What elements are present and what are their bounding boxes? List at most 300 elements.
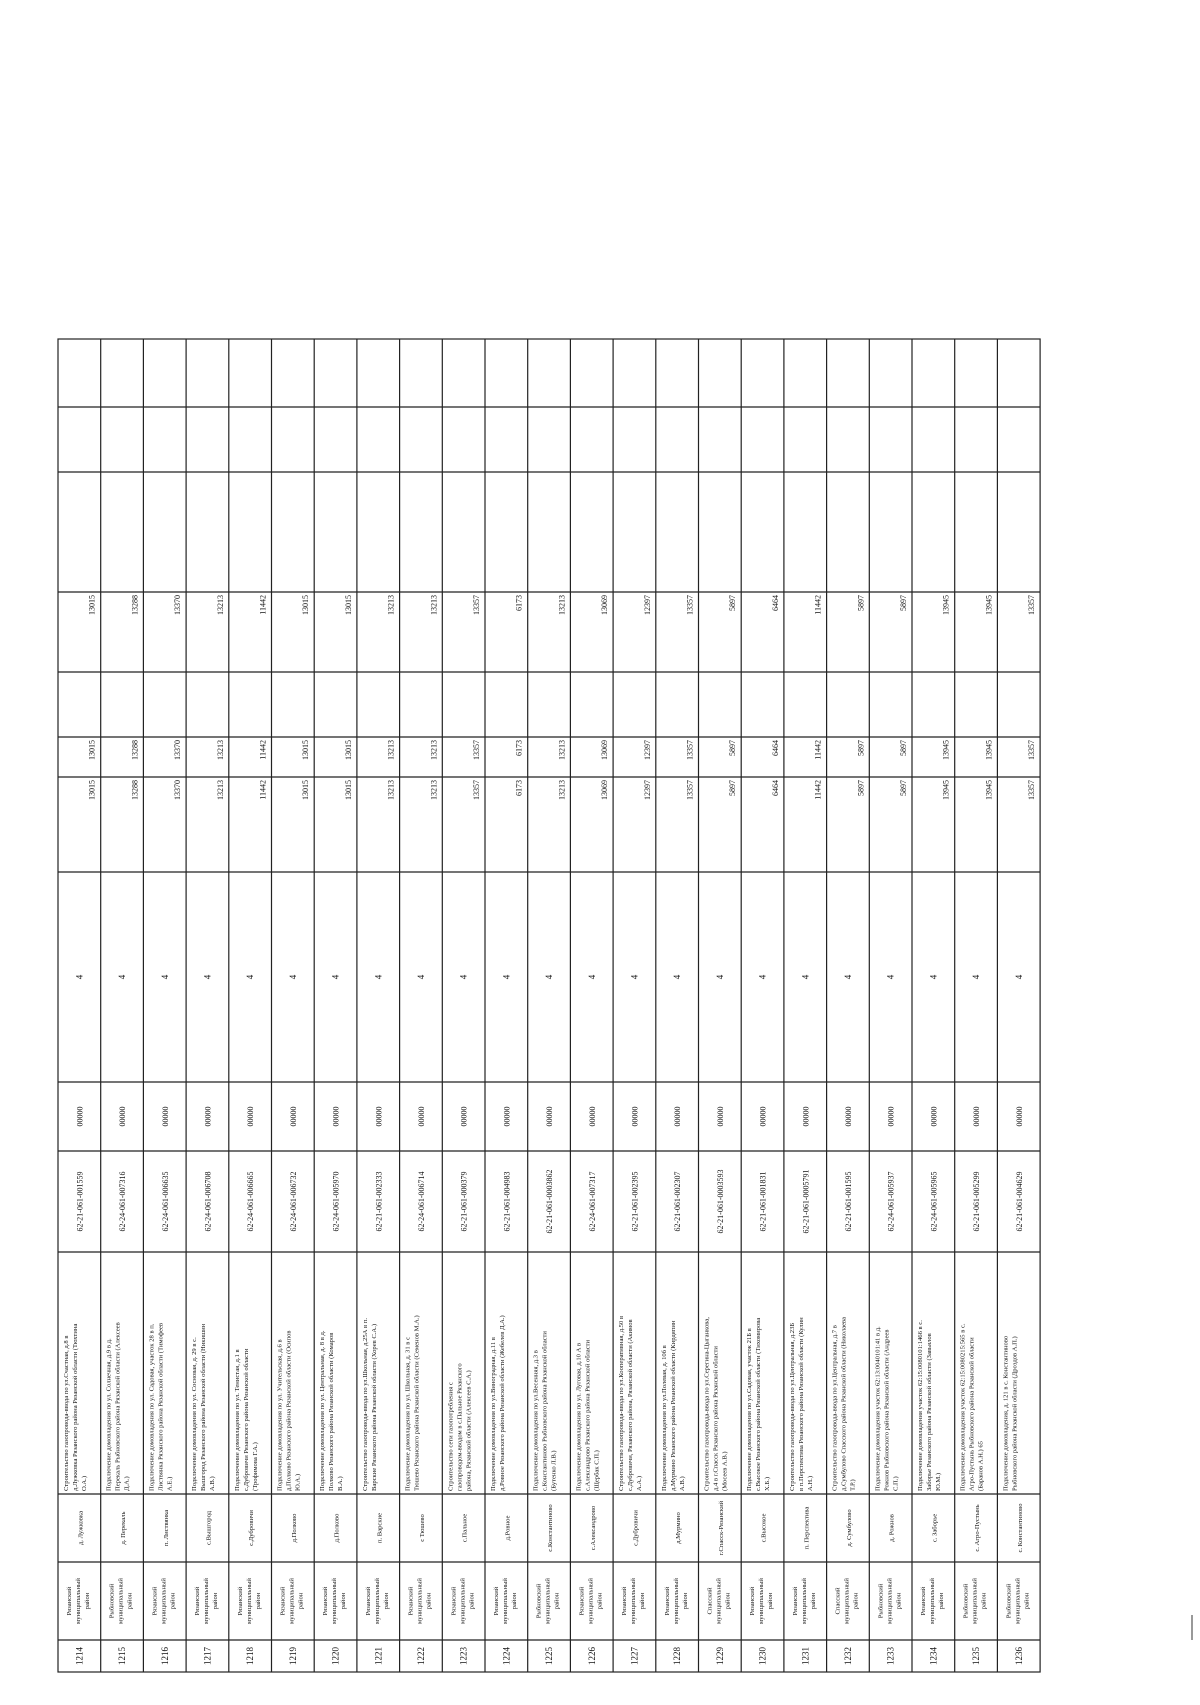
cadastre-number-cell: 62-21-061-001831 <box>758 1171 768 1232</box>
value-2-cell: 13213 <box>557 740 567 760</box>
row-number: 1226 <box>586 1647 597 1665</box>
quantity-cell: 4 <box>672 974 683 980</box>
locality-cell: с.Высокое <box>760 1513 768 1543</box>
district-cell: муниципальный <box>373 1578 381 1624</box>
code-cell: 00000 <box>972 1106 982 1127</box>
district-cell: район <box>126 1592 134 1610</box>
value-2-cell: 11442 <box>258 740 268 760</box>
district-cell: район <box>84 1592 91 1610</box>
description-cell: в п.Перспектива Рязанского района Рязанской области (Кулин <box>797 1317 805 1491</box>
value-3-cell: 13370 <box>173 595 183 615</box>
district-cell: муниципальный <box>800 1578 808 1624</box>
quantity-cell: 4 <box>757 974 768 980</box>
description-cell: района, Рязанской области (Алексеев С.А.) <box>465 1370 473 1491</box>
value-3-cell: 6173 <box>514 595 524 611</box>
row-number: 1225 <box>544 1647 555 1665</box>
quantity-cell: 4 <box>800 974 811 980</box>
code-cell: 00000 <box>331 1106 341 1127</box>
district-cell: Спасский <box>834 1587 842 1615</box>
cadastre-number-cell: 62-21-061-002307 <box>673 1171 683 1232</box>
row-number: 1229 <box>714 1647 725 1665</box>
description-cell: Подключение домовладения по ул. Луговая, д.10 А в <box>575 1342 583 1491</box>
district-cell: муниципальный <box>544 1578 552 1624</box>
description-cell: д.Мурмино Рязанского района Рязанской области (Кирдяпин <box>669 1320 677 1491</box>
district-cell: Рязанский <box>279 1586 287 1616</box>
value-3-cell: 5897 <box>728 595 738 611</box>
district-cell: муниципальный <box>672 1578 680 1624</box>
district-cell: муниципальный <box>715 1578 723 1624</box>
cadastre-number-cell: 62-24-061-005965 <box>929 1171 939 1232</box>
district-cell: Рязанский <box>621 1586 629 1616</box>
row-number: 1218 <box>245 1647 256 1665</box>
value-3-cell: 5897 <box>856 595 866 611</box>
value-1-cell: 13370 <box>173 780 183 800</box>
description-cell: С.П.) <box>892 1476 900 1491</box>
description-cell: А.А.) <box>636 1475 644 1491</box>
row-number: 1227 <box>629 1647 640 1665</box>
row-number: 1219 <box>287 1647 298 1665</box>
description-cell: Рожнов Рыбновского района Рязанской области (Андреев <box>883 1329 891 1491</box>
cadastre-number-cell: 62-21-061-001595 <box>843 1171 853 1232</box>
value-1-cell: 13945 <box>941 780 951 800</box>
row-number: 1231 <box>800 1647 811 1665</box>
description-cell: д.Полково Рязанского района Рязанской области (Осипов <box>285 1330 293 1491</box>
description-cell: Подключение домовладения по ул. Учительская, д.6 в <box>276 1339 284 1491</box>
description-cell: д.Лужковка Рязанского района Рязанской области (Тюхтина <box>72 1323 79 1491</box>
value-1-cell: 13357 <box>1027 780 1037 800</box>
locality-cell: п. Перспектива <box>803 1506 811 1550</box>
district-cell: Рязанский <box>364 1586 372 1616</box>
district-cell: район <box>511 1592 518 1610</box>
locality-cell: д.Ровное <box>504 1515 512 1541</box>
cadastre-number-cell: 62-24-061-005970 <box>331 1171 341 1232</box>
district-cell: муниципальный <box>459 1578 467 1624</box>
district-cell: район <box>297 1592 305 1610</box>
value-3-cell: 13069 <box>600 595 610 615</box>
code-cell: 00000 <box>843 1106 853 1127</box>
locality-cell: д.Полково <box>290 1513 298 1543</box>
description-cell: (Трофимова Г.А.) <box>251 1442 259 1491</box>
district-cell: Спасский <box>706 1587 714 1615</box>
code-cell: 00000 <box>1014 1106 1024 1127</box>
value-3-cell: 13213 <box>429 595 439 615</box>
locality-cell: п. Варские <box>376 1512 384 1544</box>
description-cell: Листвянка Рязанского района Рязанской области (Тимофеев <box>157 1322 165 1491</box>
cadastre-number-cell: 62-24-061-007317 <box>587 1171 597 1232</box>
row-number: 1234 <box>928 1647 939 1665</box>
quantity-cell: 4 <box>714 974 725 980</box>
district-cell: Рыбновский <box>877 1583 885 1619</box>
quantity-cell: 4 <box>159 974 170 980</box>
value-1-cell: 13357 <box>685 780 695 800</box>
cadastre-number-cell: 62-21-061-004983 <box>502 1171 512 1232</box>
district-cell: Рязанский <box>151 1586 159 1616</box>
value-3-cell: 5897 <box>899 595 908 611</box>
code-cell: 00000 <box>374 1106 384 1127</box>
value-1-cell: 13213 <box>215 780 225 800</box>
description-cell: с.Дубровичи, Рязанского района, Рязанской области (Акимов <box>627 1319 635 1491</box>
value-3-cell: 13357 <box>472 595 481 615</box>
locality-cell: д. Лужковка <box>77 1510 85 1546</box>
description-cell: А.Е.) <box>166 1476 174 1491</box>
cadastre-number-cell: 62-21-061-002333 <box>374 1171 384 1232</box>
district-cell: муниципальный <box>886 1578 894 1624</box>
description-cell: В.А.) <box>337 1476 345 1491</box>
locality-cell: с.Дубровичи <box>632 1510 640 1546</box>
district-cell: Рязанский <box>791 1586 799 1616</box>
quantity-cell: 4 <box>373 974 384 980</box>
district-cell: муниципальный <box>117 1578 125 1624</box>
code-cell: 00000 <box>459 1106 469 1127</box>
cadastre-number-cell: 62-24-061-006732 <box>288 1171 298 1232</box>
description-cell: (Бутенко Л.В.) <box>550 1450 558 1491</box>
cadastre-number-cell: 62-24-061-007316 <box>118 1171 128 1232</box>
locality-cell: с.Вышгород <box>205 1510 213 1546</box>
description-cell: Подключение домовладения по ул. Сосновая, д. 29 в с. <box>191 1337 199 1491</box>
description-cell: А.В.) <box>209 1476 217 1491</box>
value-3-cell: 11442 <box>258 595 268 615</box>
description-cell: Подключение домовладения по ул. Школьная, д. 31 в с <box>404 1337 412 1491</box>
district-cell: муниципальный <box>929 1578 936 1624</box>
cadastre-number-cell: 62-21-061-005299 <box>972 1171 982 1232</box>
description-cell: Подключение домовладения участок 62:15:0080101:1466 в с. <box>917 1320 924 1491</box>
value-2-cell: 13069 <box>600 740 610 760</box>
district-cell: район <box>382 1592 390 1610</box>
code-cell: 00000 <box>416 1106 426 1127</box>
code-cell: 00000 <box>886 1106 896 1127</box>
cadastre-number-cell: 62-21-061-002395 <box>630 1171 640 1232</box>
quantity-cell: 4 <box>544 974 555 980</box>
value-2-cell: 6464 <box>770 740 780 756</box>
district-cell: Рязанский <box>236 1586 244 1616</box>
code-cell: 00000 <box>929 1106 939 1127</box>
value-2-cell: 5897 <box>856 740 866 756</box>
district-cell: район <box>681 1592 689 1610</box>
district-cell: Рыбновский <box>962 1583 970 1619</box>
locality-cell: с. Агро-Пустынь <box>974 1504 982 1552</box>
description-cell: Строительство газопровода-ввода по ул.Школьная, д.25А в п. <box>361 1318 369 1491</box>
value-3-cell: 6464 <box>770 595 780 611</box>
quantity-cell: 4 <box>885 974 896 980</box>
value-3-cell: 13213 <box>557 595 567 615</box>
description-cell: Ю.М.) <box>935 1472 942 1491</box>
quantity-cell: 4 <box>586 974 597 980</box>
description-cell: Рыбновского района Рязанской области (Дроздов А.П.) <box>1011 1336 1019 1491</box>
code-cell: 00000 <box>758 1106 768 1127</box>
description-cell: Строительство газопровода-ввода по ул.Центральная, д.23Б <box>788 1322 796 1491</box>
description-cell: Строительство газопровода-ввода по ул.Кооперативная, д.50 в <box>618 1315 626 1491</box>
locality-cell: д.Полково <box>333 1513 341 1543</box>
district-cell: район <box>340 1592 348 1610</box>
description-cell: (Баранов А.Н.) 65 <box>977 1441 985 1491</box>
value-1-cell: 13945 <box>984 780 994 800</box>
description-cell: Ю.А.) <box>294 1473 302 1491</box>
district-cell: район <box>596 1592 604 1610</box>
locality-cell: с.Александрово <box>589 1505 597 1551</box>
district-cell: район <box>980 1592 988 1610</box>
row-number: 1236 <box>1013 1647 1024 1665</box>
description-cell: газопроводом-вводом в с.Пальное Рязанского <box>456 1363 464 1491</box>
value-2-cell: 13357 <box>472 740 481 760</box>
district-cell: район <box>809 1592 817 1610</box>
cadastre-number-cell: 62-24-061-006714 <box>416 1171 426 1232</box>
cadastre-number-cell: 62-24-061-006635 <box>160 1171 170 1232</box>
value-2-cell: 13945 <box>984 740 994 760</box>
description-cell: Т.Р.) <box>849 1479 857 1491</box>
description-cell: Тюшево Рязанского района Рязанской области (Семенов М.А.) <box>413 1315 421 1491</box>
locality-cell: с Тюшево <box>418 1514 426 1542</box>
quantity-cell: 4 <box>928 974 939 980</box>
cadastre-number-cell: 62-21-061-004629 <box>1014 1171 1024 1232</box>
district-cell: район <box>724 1592 732 1610</box>
value-1-cell: 13288 <box>130 780 140 800</box>
quantity-cell: 4 <box>245 974 256 980</box>
description-cell: д.Ровное Рязанского района Рязанской области (Жебелев Д.А.) <box>499 1315 506 1491</box>
value-2-cell: 13015 <box>301 740 311 760</box>
code-cell: 00000 <box>502 1106 512 1127</box>
district-cell: муниципальный <box>245 1578 253 1624</box>
quantity-cell: 4 <box>415 974 426 980</box>
code-cell: 00000 <box>160 1106 170 1127</box>
quantity-cell: 4 <box>842 974 853 980</box>
value-1-cell: 13015 <box>87 780 97 800</box>
value-1-cell: 13015 <box>343 780 353 800</box>
cadastre-number-cell: 62-21-061-0005791 <box>801 1169 811 1234</box>
description-cell: Перекаль Рыбновского района Рязанской области (Алексеев <box>114 1322 122 1491</box>
district-cell: муниципальный <box>331 1578 339 1624</box>
code-cell: 00000 <box>203 1106 213 1127</box>
value-1-cell: 13213 <box>557 780 567 800</box>
locality-cell: с. Константиново <box>1016 1503 1024 1553</box>
quantity-cell: 4 <box>1013 974 1024 980</box>
description-cell: Подключение домовладения по ул. Центральная, д. 8 в д. <box>319 1330 327 1491</box>
district-cell: Рязанский <box>322 1586 330 1616</box>
locality-cell: д. Сумбулово <box>845 1509 853 1547</box>
district-cell: муниципальный <box>630 1578 638 1624</box>
row-number: 1220 <box>330 1647 341 1665</box>
district-cell: муниципальный <box>758 1578 766 1624</box>
cadastre-number-cell: 62-24-061-006708 <box>203 1171 213 1232</box>
district-cell: район <box>895 1592 903 1610</box>
row-number: 1221 <box>373 1647 384 1665</box>
value-2-cell: 5897 <box>728 740 738 756</box>
value-1-cell: 11442 <box>258 780 268 800</box>
value-1-cell: 11442 <box>813 780 823 800</box>
district-cell: муниципальный <box>75 1578 82 1624</box>
description-cell: Варские Рязанского района Рязанской области (Хорев С.А.) <box>370 1323 378 1491</box>
value-1-cell: 13213 <box>386 780 396 800</box>
locality-cell: д.Мурмино <box>675 1512 683 1544</box>
code-cell: 00000 <box>801 1106 811 1127</box>
cadastre-number-cell: 62-21-061-000379 <box>459 1171 469 1232</box>
value-3-cell: 11442 <box>813 595 823 615</box>
district-cell: Рязанский <box>194 1586 202 1616</box>
value-2-cell: 13015 <box>87 740 97 760</box>
district-cell: муниципальный <box>203 1578 211 1624</box>
district-cell: Рязанский <box>663 1586 671 1616</box>
description-cell: Агро-Пустынь Рыбновского района Рязанской области <box>968 1337 976 1491</box>
description-cell: с.Александрово Рязанского района Рязанской области <box>584 1339 592 1491</box>
quantity-cell: 4 <box>330 974 341 980</box>
description-cell: Строительство газопровода-ввода по ул.Центральная, д.7 в <box>831 1325 839 1491</box>
value-2-cell: 13213 <box>215 740 225 760</box>
value-1-cell: 6464 <box>770 780 780 796</box>
district-cell: район <box>938 1592 945 1610</box>
district-cell: Рязанский <box>749 1586 757 1616</box>
description-cell: с.Дубровичи Рязанского района Рязанской области <box>242 1348 250 1491</box>
description-cell: Подключение домовладения участок 62:15:0080215:565 в с. <box>959 1323 967 1491</box>
row-number: 1233 <box>885 1647 896 1665</box>
district-cell: муниципальный <box>843 1578 851 1624</box>
district-cell: район <box>212 1592 220 1610</box>
district-cell: район <box>639 1592 647 1610</box>
value-1-cell: 5897 <box>728 780 738 796</box>
description-cell: Подключение домовладения участок 62:13:0040101:41 в д. <box>874 1326 882 1491</box>
value-3-cell: 12397 <box>642 595 652 615</box>
value-2-cell: 13213 <box>386 740 396 760</box>
district-cell: муниципальный <box>160 1578 168 1624</box>
district-cell: район <box>468 1592 476 1610</box>
district-cell: район <box>425 1592 433 1610</box>
value-1-cell: 5897 <box>856 780 866 796</box>
locality-cell: г.Спасск-Рязанский <box>717 1500 725 1556</box>
code-cell: 00000 <box>673 1106 683 1127</box>
row-number: 1224 <box>501 1647 512 1665</box>
district-cell: район <box>169 1592 177 1610</box>
description-cell: Подключение домовладения по ул.Полевая, д. 10б в <box>660 1345 668 1491</box>
description-cell: с.Константиново Рыбновского района Рязанской области <box>541 1331 549 1491</box>
description-cell: (Щербак С.П.) <box>593 1450 601 1491</box>
code-cell: 00000 <box>118 1106 128 1127</box>
district-cell: Рязанский <box>578 1586 586 1616</box>
district-cell: муниципальный <box>1014 1578 1022 1624</box>
code-cell: 00000 <box>630 1106 640 1127</box>
row-number: 1232 <box>842 1647 853 1665</box>
district-cell: муниципальный <box>416 1578 424 1624</box>
district-cell: район <box>553 1592 561 1610</box>
value-3-cell: 13945 <box>941 595 951 615</box>
district-cell: Рязанский <box>493 1586 500 1616</box>
quantity-cell: 4 <box>629 974 640 980</box>
district-cell: Рязанский <box>450 1586 458 1616</box>
value-2-cell: 5897 <box>899 740 908 756</box>
description-cell: А.Н.) <box>806 1475 814 1491</box>
district-cell: Рязанский <box>920 1586 927 1616</box>
district-cell: район <box>254 1592 262 1610</box>
description-cell: Строительство газопровода-ввода по ул.Серегина-Цыганкова, <box>703 1317 711 1491</box>
description-cell: Строительство сети газопотребления с <box>447 1382 455 1491</box>
cadastre-number-cell: 62-24-061-006665 <box>246 1171 256 1232</box>
district-cell: район <box>852 1592 860 1610</box>
code-cell: 00000 <box>545 1106 555 1127</box>
description-cell: Подключение домовладения, д. 121 в с. Константиново <box>1002 1335 1010 1491</box>
row-number: 1217 <box>202 1647 213 1665</box>
value-2-cell: 13213 <box>429 740 439 760</box>
row-number: 1223 <box>458 1647 469 1665</box>
value-1-cell: 12397 <box>642 780 652 800</box>
code-cell: 00000 <box>715 1106 725 1127</box>
value-2-cell: 13015 <box>343 740 353 760</box>
code-cell: 00000 <box>587 1106 597 1127</box>
value-1-cell: 5897 <box>899 780 908 796</box>
value-3-cell: 13945 <box>984 595 994 615</box>
cadastre-number-cell: 62-24-061-005937 <box>886 1171 896 1232</box>
value-2-cell: 13288 <box>130 740 140 760</box>
value-2-cell: 6173 <box>514 740 524 756</box>
description-cell: с.Высокое Рязанского района Рязанской области (Тихомирова <box>755 1317 763 1491</box>
district-cell: муниципальный <box>971 1578 979 1624</box>
value-2-cell: 12397 <box>642 740 652 760</box>
value-3-cell: 13213 <box>215 595 225 615</box>
code-cell: 00000 <box>75 1106 85 1127</box>
value-3-cell: 13015 <box>301 595 311 615</box>
locality-cell: с.Пальное <box>461 1513 469 1543</box>
row-number: 1228 <box>672 1647 683 1665</box>
row-number: 1235 <box>971 1647 982 1665</box>
quantity-cell: 4 <box>74 974 85 980</box>
locality-cell: с. Заборье <box>931 1513 939 1543</box>
value-3-cell: 13213 <box>386 595 396 615</box>
quantity-cell: 4 <box>202 974 213 980</box>
description-cell: Строительство газопровода-ввода по ул.Счастная, д.8 в <box>63 1335 70 1491</box>
row-number: 1216 <box>159 1647 170 1665</box>
code-cell: 00000 <box>288 1106 298 1127</box>
value-1-cell: 6173 <box>514 780 524 796</box>
value-2-cell: 13357 <box>1027 740 1037 760</box>
quantity-cell: 4 <box>287 974 298 980</box>
value-3-cell: 13015 <box>343 595 353 615</box>
district-cell: Рязанский <box>66 1586 73 1616</box>
district-cell: Рыбновский <box>1005 1583 1013 1619</box>
value-2-cell: 13945 <box>941 740 951 760</box>
description-cell: д.4 в г.Спасск Рязанского района Рязанской области <box>712 1346 720 1491</box>
code-cell: 00000 <box>246 1106 256 1127</box>
district-cell: Рыбновский <box>108 1583 116 1619</box>
value-2-cell: 11442 <box>813 740 823 760</box>
description-cell: (Мосеев А.В.) <box>721 1451 729 1491</box>
value-2-cell: 13370 <box>173 740 183 760</box>
district-cell: муниципальный <box>502 1578 509 1624</box>
locality-cell: д. Рожнов <box>888 1514 896 1542</box>
value-3-cell: 13357 <box>685 595 695 615</box>
locality-cell: с.Дубровичи <box>248 1510 256 1546</box>
description-cell: Подключение домовладения по ул.Весенняя, д.3 в <box>532 1350 540 1491</box>
cadastre-number-cell: 62-21-061-0003593 <box>715 1169 725 1234</box>
description-cell: Подключение домовладения по ул. Садовая, участок 28 в п. <box>148 1323 156 1491</box>
locality-cell: д. Перекаль <box>120 1511 128 1545</box>
district-cell: муниципальный <box>587 1578 595 1624</box>
description-cell: Подключение домовладения по ул.Садовая, участок 21Б в <box>746 1328 754 1491</box>
description-cell: Заборье Рязанского района Рязанской области (Завьялов <box>926 1333 933 1491</box>
description-cell: Д.А.) <box>123 1476 131 1491</box>
cadastre-number-cell: 62-21-061-0003862 <box>545 1169 555 1234</box>
cadastre-number-cell: 62-21-061-001559 <box>75 1171 85 1232</box>
locality-cell: п. Листвянка <box>162 1509 170 1547</box>
district-cell: муниципальный <box>288 1578 296 1624</box>
description-cell: Х.Б.) <box>764 1476 772 1491</box>
description-cell: Вышгород Рязанского района Рязанской области (Никишин <box>200 1323 208 1491</box>
district-cell: Рыбновский <box>535 1583 543 1619</box>
value-1-cell: 13069 <box>600 780 610 800</box>
quantity-cell: 4 <box>501 974 512 980</box>
locality-cell: с.Константиново <box>547 1504 555 1552</box>
row-number: 1230 <box>757 1647 768 1665</box>
quantity-cell: 4 <box>458 974 469 980</box>
value-3-cell: 13357 <box>1027 595 1037 615</box>
row-number: 1222 <box>415 1647 426 1665</box>
quantity-cell: 4 <box>117 974 128 980</box>
row-number: 1215 <box>117 1647 128 1665</box>
